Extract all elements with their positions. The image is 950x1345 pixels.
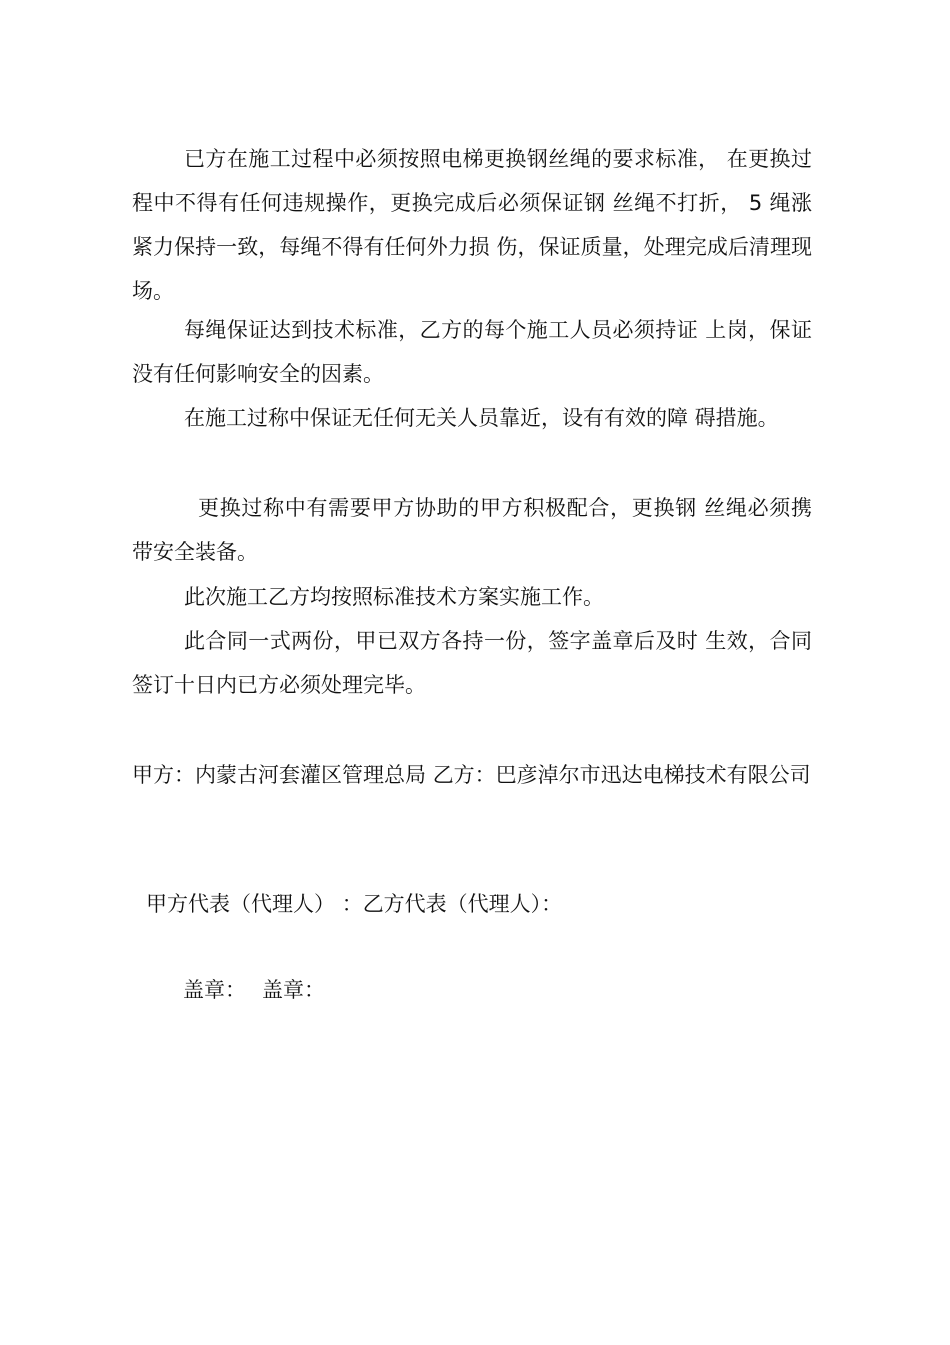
contract-parties	[132, 752, 812, 798]
representative-separator: ：	[341, 892, 363, 916]
paragraph-contract-copies: 此合同一式两份，甲已双方各持一份，签字盖章后及时 生效，合同签订十日内已方必须处理完毕。	[132, 629, 812, 697]
party-b-seal: 盖章：	[262, 978, 325, 1002]
representatives-line	[146, 882, 562, 926]
paragraph-technical-plan: 此次施工乙方均按照标准技术方案实施工作。	[184, 585, 604, 609]
paragraph-cooperation: 更换过称中有需要甲方协助的甲方积极配合，更换钢 丝绳必须携带安全装备。	[132, 496, 812, 564]
party-a-representative: 甲方代表（代理人）	[146, 892, 335, 916]
seals-line	[183, 968, 325, 1012]
paragraph-certified-staff: 每绳保证达到技术标准，乙方的每个施工人员必须持证 上岗，保证没有任何影响安全的因素。	[132, 318, 812, 386]
party-a-name: 甲方：内蒙古河套灌区管理总局	[132, 763, 426, 787]
party-a-seal: 盖章：	[183, 978, 246, 1002]
paragraph-replacement-standard: 已方在施工过程中必须按照电梯更换钢丝绳的要求标准， 在更换过程中不得有任何违规操作，更换完成后必须保证钢 丝绳不打折， 5 绳涨紧力保持一致，每绳不得有任何外力损 伤，保证质量，处理完成后清理现场。	[132, 147, 812, 303]
paragraph-site-barrier: 在施工过称中保证无任何无关人员靠近，设有有效的障 碍措施。	[184, 406, 779, 430]
party-b-representative: 乙方代表（代理人）：	[362, 892, 563, 916]
party-b-name: 乙方：巴彦淖尔市迅达电梯技术有限公司	[432, 763, 811, 787]
